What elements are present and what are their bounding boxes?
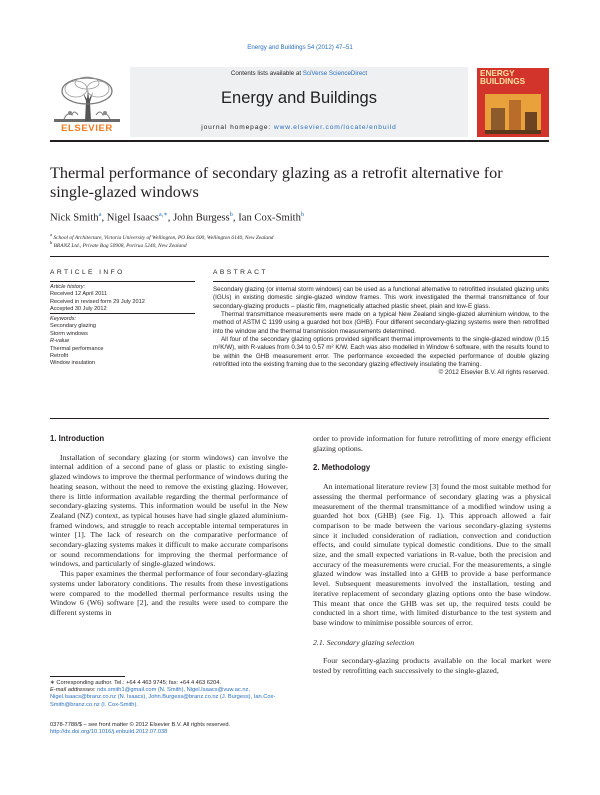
keyword: Thermal performance — [50, 345, 104, 352]
author-affiliation-link[interactable]: b — [300, 211, 305, 218]
abstract-body — [213, 286, 549, 378]
affiliation-marker: a — [50, 232, 52, 237]
email-links[interactable]: nds.smith1@gmail.com (N. Smith), Nigel.Isaacs@vuw.ac.nz, Nigel.Isaacs@branz.co.nz (N. Isaacs), John.Burgess@branz.co.nz (J. Burgess), Ian.Cox-Smith@branz.co.nz (I. Cox-Smith). — [50, 687, 276, 708]
cover-title-line1: ENERGY — [480, 69, 515, 78]
journal-homepage-line — [130, 124, 468, 131]
cover-title — [480, 70, 525, 86]
section-heading: 2. Methodology — [313, 463, 371, 473]
keyword: Storm windows — [50, 330, 88, 337]
journal-reference-line — [0, 44, 600, 51]
author-list: Nick Smith$^a$, Nigel Isaacs$^{a,∗}$, John Burgess$^b$, Ian Cox-Smith$^b$ — [50, 211, 305, 224]
abstract-paragraph: Secondary glazing (or internal storm windows) can be used as a functional alternative to retrofitted insulated glazing units (IGUs) in existing domestic single-glazed window frames. This work investigated the thermal transmittance of four secondary-glazing products – plastic film, magnetically attached plastic sheet, plain and low-E glass. — [213, 286, 549, 310]
copyright-notice: © 2012 Elsevier B.V. All rights reserved. — [438, 369, 549, 377]
section-heading: 1. Introduction — [50, 434, 105, 443]
keyword: Window insulation — [50, 360, 96, 367]
history-rule — [50, 313, 195, 314]
footnote-rule — [50, 676, 125, 677]
history-item: Received 12 April 2011 — [50, 291, 108, 298]
journal-reference-link[interactable]: Energy and Buildings 54 (2012) 47–51 — [247, 44, 353, 51]
article-info-rule — [50, 281, 195, 282]
email-label: E-mail addresses: — [50, 687, 98, 694]
abstract-heading: ABSTRACT — [213, 269, 268, 276]
homepage-prefix: journal homepage: — [201, 124, 274, 131]
contents-prefix: Contents lists available at — [230, 70, 303, 77]
author-name: Nigel Isaacs — [106, 212, 159, 224]
affiliation — [50, 240, 187, 249]
article-info-heading: ARTICLE INFO — [50, 269, 125, 276]
author-affiliation-link[interactable]: b — [229, 211, 233, 218]
history-item: Received in revised form 29 July 2012 — [50, 298, 145, 305]
cover-building-image-icon — [485, 94, 541, 134]
doi-block — [50, 722, 290, 736]
email-addresses — [50, 687, 290, 709]
abstract-rule — [213, 281, 549, 282]
affiliation-marker: b — [50, 240, 53, 245]
author-name: Nick Smith — [50, 212, 99, 224]
body-paragraph: An international literature review [3] found the most suitable method for assessing the thermal performance of secondary glazing was a physical measurement of the thermal transmittance of a modified window using a guarded hot box (GHB) (see Fig. 1). This approach allowed a fair comparison to be made between the various secondary-glazing systems since it included consideration of radiation, convection and conduction effects, and could simulate typical domestic conditions. Due to the small size, and the small expected variations in R-value, both the precision and accuracy of the measurements were crucial. For the measurements, a single glazed window was installed into a GHB to provide a base performance level. Subsequent measurements involved the installation, testing and iterative replacement of secondary glazing options onto the base window. This meant that once the GHB was set up, the required tests could be conducted in a short time, with limited disturbance to the test system and base window to minimise possible sources of error. — [313, 482, 551, 627]
affiliation-text: BRANZ Ltd., Private Bag 50908, Porirua 5240, New Zealand — [53, 242, 187, 249]
journal-cover-thumbnail — [477, 68, 549, 137]
author-name: John Burgess — [173, 212, 230, 224]
contents-line — [130, 70, 468, 77]
left-column — [50, 434, 288, 618]
title-rule — [50, 256, 549, 257]
subsection-heading: 2.1. Secondary glazing selection — [313, 637, 415, 647]
body-paragraph: This paper examines the thermal performance of four secondary-glazing systems under laboratory conditions. The results from these investigations were compared to the modelled thermal performance results using the Window 6 (W6) software [2], and the results were used to compare the different systems in — [50, 569, 288, 617]
paper-title: Thermal performance of secondary glazing as a retrofit alternative for single-glazed windows — [50, 164, 503, 201]
keywords — [50, 316, 195, 368]
history-item: Accepted 30 July 2012 — [50, 306, 107, 313]
front-matter-notice: 0378-7788/$ – see front matter © 2012 Elsevier B.V. All rights reserved. — [50, 722, 231, 728]
author-affiliation-link[interactable]: a,∗ — [158, 211, 168, 218]
body-paragraph: order to provide information for future retrofitting of more energy efficient glazing options. — [313, 434, 551, 453]
keyword: Retrofit — [50, 353, 69, 360]
article-history — [50, 284, 195, 314]
affiliation-text: School of Architecture, Victoria University of Wellington, PO Box 600, Wellington 6140, New Zealand — [53, 234, 274, 241]
journal-homepage-link[interactable]: www.elsevier.com/locate/enbuild — [273, 124, 397, 131]
keywords-label: Keywords: — [50, 316, 77, 322]
author-affiliation-link[interactable]: a — [98, 211, 102, 218]
cover-title-line2: BUILDINGS — [480, 77, 526, 86]
history-label: Article history: — [50, 284, 86, 290]
abstract-paragraph: All four of the secondary glazing options provided significant thermal improvements to the single-glazed window (0.15 m²K/W), with R-values from 0.34 to 0.57 m² K/W. Each was also modelled in Window 6 software, with the results found to be within the GHB measurement error. The performance exceeded the expected performance of double glazing retrofitted into the existing framing due to the secondary glazing effectively insulating the framing. — [213, 336, 549, 369]
body-paragraph: Installation of secondary glazing (or storm windows) can involve the internal addition of a second pane of glass or plastic to existing single-glazed windows to improve the thermal performance of windows during the heating season, without the need to remove the existing glazing. However, there is little information available regarding the thermal performance of secondary-glazing systems. This information would be useful in the New Zealand (NZ) context, as typical houses have had single glazed aluminium-framed windows, and struggle to reach acceptable internal temperatures in winter [1]. The lack of research on the comparative performance of secondary-glazing systems makes it difficult to make accurate comparisons or sound recommendations for improving the thermal performance of windows, and particularly of single-glazed windows. — [50, 452, 288, 569]
abstract-bottom-rule — [50, 418, 549, 419]
right-column — [313, 434, 551, 676]
doi-link[interactable]: http://dx.doi.org/10.1016/j.enbuild.2012.07.038 — [50, 729, 168, 736]
corresponding-author-note: ∗ Corresponding author. Tel.: +64 4 463 9745; fax: +64 4 463 6204. — [50, 680, 221, 686]
journal-title: Energy and Buildings — [221, 89, 377, 107]
abstract-paragraph: Thermal transmittance measurements were made on a typical New Zealand single-glazed aluminium window, to the method of ASTM C 1199 using a guarded hot box (GHB). Four different secondary-glazing systems were then retrofitted into the window and the thermal transmission measurements determined. — [213, 311, 549, 335]
body-paragraph: Four secondary-glazing products available on the local market were tested by retrofitting each successively to the single-glazed, — [313, 656, 551, 676]
keyword: R-value — [50, 338, 70, 345]
footnote — [50, 680, 290, 709]
sciencedirect-link[interactable]: SciVerse ScienceDirect — [302, 70, 368, 77]
author-name: Ian Cox-Smith — [238, 212, 301, 224]
elsevier-wordmark: ELSEVIER — [61, 123, 113, 134]
header-rule — [50, 140, 549, 142]
keyword: Secondary glazing — [50, 323, 97, 330]
